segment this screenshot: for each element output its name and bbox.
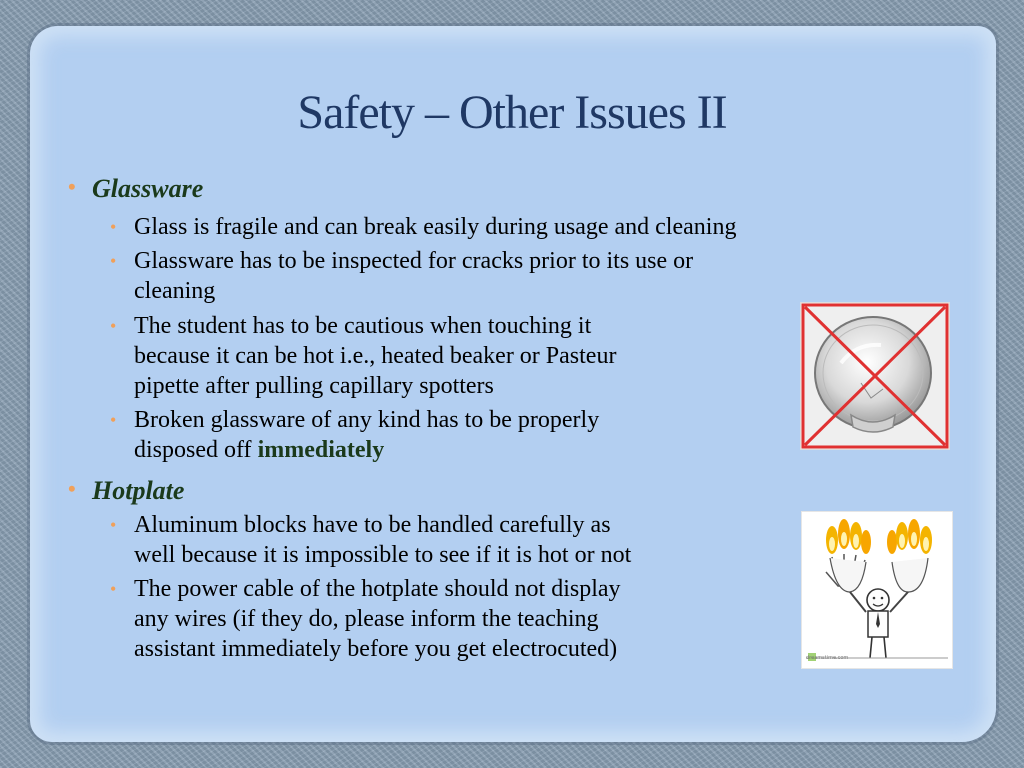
list-item — [110, 311, 617, 401]
emphasis-text: immediately — [257, 437, 385, 463]
bullet-icon: • — [110, 515, 117, 535]
list-item-line: assistant immediately before you get electrocuted) — [134, 636, 618, 662]
list-item-line: Glassware has to be inspected for cracks prior to its use or — [134, 248, 694, 274]
list-item — [110, 574, 621, 664]
list-item-line: well because it is impossible to see if it is hot or not — [134, 542, 632, 568]
bullet-icon: • — [110, 251, 117, 271]
list-item-line: Aluminum blocks have to be handled carefully as — [134, 512, 611, 538]
list-item-line — [134, 435, 599, 465]
bullet-icon: • — [110, 217, 117, 237]
list-item-line: Glass is fragile and can break easily during usage and cleaning — [134, 214, 737, 240]
bullet-icon: • — [68, 476, 76, 501]
list-item — [110, 246, 694, 306]
broken-beaker-with-red-x-icon — [801, 303, 949, 449]
burning-fingers-cartoon-icon — [802, 512, 952, 668]
list-item-line: pipette after pulling capillary spotters — [134, 373, 494, 399]
bullet-icon: • — [110, 579, 117, 599]
section-heading-hotplate — [68, 476, 185, 506]
list-item-line: The power cable of the hotplate should not display — [134, 576, 621, 602]
bullet-icon: • — [68, 174, 76, 199]
list-item-line: because it can be hot i.e., heated beaker or Pasteur — [134, 343, 617, 369]
image-source-caption: dreamstime.com — [806, 655, 849, 661]
list-item — [110, 405, 600, 465]
section-heading-text: Glassware — [92, 174, 204, 203]
burning-fingers-image — [801, 511, 953, 669]
bullet-icon: • — [110, 410, 117, 430]
slide-title: Safety – Other Issues II — [297, 86, 727, 139]
list-item-line: The student has to be cautious when touching it — [134, 313, 592, 339]
list-item-text: disposed off — [134, 437, 258, 463]
list-item-line: cleaning — [134, 278, 216, 304]
section-heading-text: Hotplate — [92, 476, 185, 505]
broken-beaker-image — [800, 302, 950, 450]
list-item-line: Broken glassware of any kind has to be properly — [134, 407, 600, 433]
list-item — [110, 510, 632, 570]
list-item — [110, 212, 737, 242]
list-item-line: any wires (if they do, please inform the teaching — [134, 606, 599, 632]
section-heading-glassware — [68, 174, 204, 204]
bullet-icon: • — [110, 316, 117, 336]
